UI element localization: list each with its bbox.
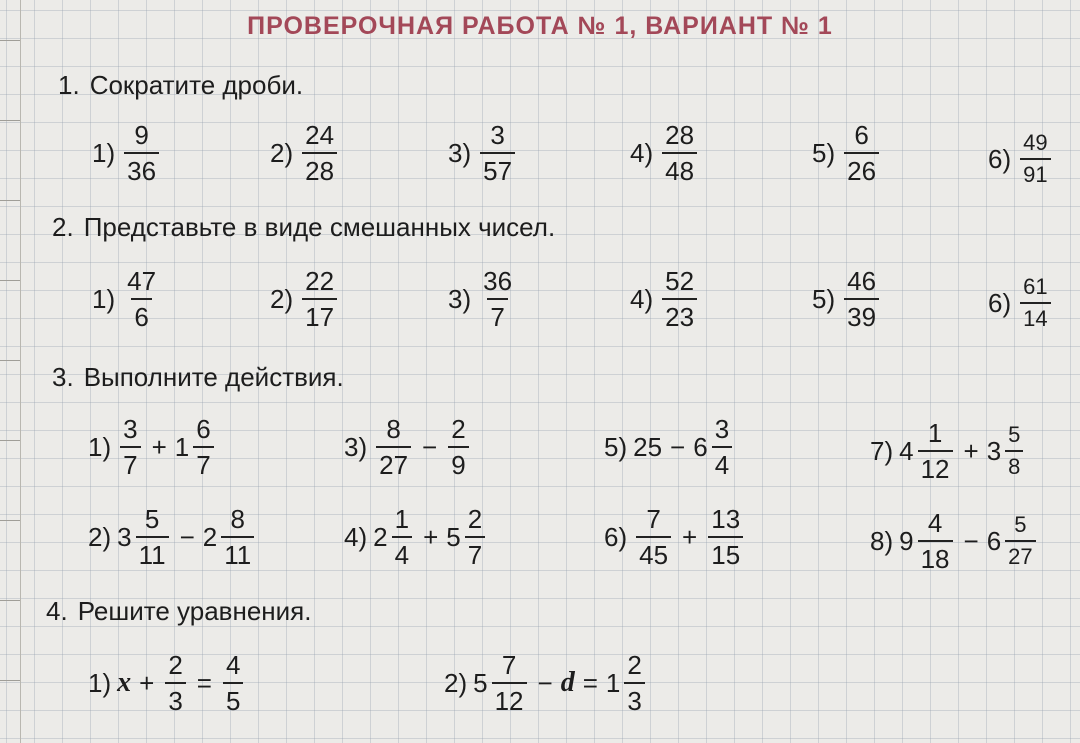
numerator: 4 — [927, 508, 943, 538]
numerator: 5 — [1014, 512, 1027, 537]
denominator: 6 — [131, 298, 151, 330]
task-3-expr-1 — [88, 416, 217, 478]
task-text: Сократите дроби. — [89, 70, 304, 100]
equals-sign: = — [196, 667, 212, 698]
operator: + — [963, 435, 979, 466]
denominator: 14 — [1020, 302, 1050, 330]
numerator: 8 — [386, 414, 401, 444]
margin-tick — [0, 520, 20, 521]
item-label: 1) — [88, 431, 112, 462]
task-2-item-4 — [630, 268, 700, 330]
numerator: 4 — [225, 650, 241, 680]
task-4-equation-2 — [444, 652, 648, 714]
denominator: 7 — [120, 446, 140, 478]
whole-part: 9 — [899, 525, 914, 556]
whole-part: 5 — [473, 667, 488, 698]
fraction — [1005, 424, 1023, 478]
fraction — [376, 416, 411, 478]
item-label: 2) — [270, 283, 294, 314]
numerator: 3 — [123, 414, 138, 444]
whole-part: 4 — [899, 435, 914, 466]
whole-part: 5 — [446, 521, 461, 552]
task-4-heading — [46, 596, 311, 627]
numerator: 22 — [305, 266, 335, 296]
task-text: Решите уравнения. — [77, 596, 312, 626]
item-label: 6) — [988, 287, 1012, 318]
numerator: 5 — [144, 504, 160, 534]
whole-part: 3 — [986, 435, 1002, 466]
fraction — [302, 122, 337, 184]
numerator: 61 — [1023, 274, 1048, 299]
operator: − — [422, 431, 438, 462]
task-3-expr-4 — [344, 506, 488, 568]
margin-tick — [0, 200, 20, 201]
task-1-item-2 — [270, 122, 340, 184]
item-label: 3) — [448, 137, 472, 168]
fraction — [492, 652, 527, 714]
operator: − — [537, 667, 553, 698]
denominator: 36 — [124, 152, 159, 184]
task-number: 4. — [46, 596, 68, 626]
equals-sign: = — [582, 667, 598, 698]
task-1-item-4 — [630, 122, 700, 184]
operator: − — [670, 431, 686, 462]
denominator: 27 — [376, 446, 411, 478]
fraction — [708, 506, 743, 568]
numerator: 5 — [1008, 422, 1021, 447]
task-2-item-2 — [270, 268, 340, 330]
fraction — [392, 506, 412, 568]
numerator: 1 — [927, 418, 943, 448]
numerator: 7 — [501, 650, 517, 680]
fraction — [662, 268, 697, 330]
numerator: 36 — [483, 266, 513, 296]
fraction — [1020, 276, 1050, 330]
variable: x — [117, 667, 132, 698]
item-label: 5) — [604, 431, 628, 462]
fraction — [918, 510, 953, 572]
task-number: 1. — [58, 70, 80, 100]
denominator: 3 — [165, 682, 185, 714]
denominator: 11 — [136, 536, 169, 568]
numerator: 28 — [665, 120, 695, 150]
task-1-heading — [58, 70, 303, 101]
item-label: 4) — [630, 137, 654, 168]
item-label: 1) — [88, 667, 112, 698]
task-text: Представьте в виде смешанных чисел. — [83, 212, 556, 242]
item-label: 5) — [812, 283, 836, 314]
denominator: 12 — [492, 682, 527, 714]
denominator: 27 — [1005, 540, 1035, 568]
fraction — [124, 268, 159, 330]
fraction — [302, 268, 337, 330]
whole-part: 6 — [986, 525, 1002, 556]
task-2-item-1 — [92, 268, 162, 330]
task-text: Выполните действия. — [83, 362, 344, 392]
fraction — [465, 506, 485, 568]
fraction — [223, 652, 243, 714]
variable: d — [560, 667, 575, 698]
whole-part: 1 — [174, 431, 190, 462]
denominator: 91 — [1020, 158, 1050, 186]
numerator: 2 — [467, 504, 483, 534]
denominator: 48 — [662, 152, 697, 184]
fraction — [124, 122, 159, 184]
task-2-item-5 — [812, 268, 882, 330]
denominator: 15 — [708, 536, 743, 568]
fraction — [480, 122, 515, 184]
task-3-heading — [52, 362, 344, 393]
task-3-expr-5 — [604, 416, 735, 478]
item-label: 3) — [448, 283, 472, 314]
task-3-expr-3 — [344, 416, 472, 478]
operator: + — [139, 667, 155, 698]
denominator: 57 — [480, 152, 515, 184]
margin-tick — [0, 440, 20, 441]
whole-part: 6 — [693, 431, 708, 462]
denominator: 7 — [193, 446, 213, 478]
denominator: 9 — [448, 446, 468, 478]
margin-tick — [0, 600, 20, 601]
denominator: 45 — [636, 536, 671, 568]
numerator: 6 — [196, 414, 211, 444]
operator: + — [682, 521, 698, 552]
numerator: 47 — [127, 266, 157, 296]
task-2-item-6 — [988, 276, 1054, 330]
fraction — [1005, 514, 1035, 568]
denominator: 26 — [844, 152, 879, 184]
numerator: 2 — [451, 414, 466, 444]
fraction — [120, 416, 140, 478]
denominator: 4 — [712, 446, 732, 478]
task-number: 3. — [52, 362, 74, 392]
denominator: 12 — [918, 450, 953, 482]
denominator: 39 — [844, 298, 879, 330]
task-2-heading — [52, 212, 555, 243]
margin-line — [20, 0, 21, 743]
item-label: 6) — [988, 143, 1012, 174]
denominator: 18 — [918, 540, 953, 572]
denominator: 4 — [392, 536, 412, 568]
item-label: 2) — [88, 521, 112, 552]
item-label: 8) — [870, 525, 894, 556]
task-1-item-5 — [812, 122, 882, 184]
denominator: 8 — [1005, 450, 1023, 478]
whole-part: 1 — [605, 667, 621, 698]
fraction — [712, 416, 732, 478]
page-title: ПРОВЕРОЧНАЯ РАБОТА № 1, ВАРИАНТ № 1 — [247, 12, 833, 40]
fraction — [136, 506, 169, 568]
margin-tick — [0, 360, 20, 361]
numerator: 52 — [665, 266, 695, 296]
numerator: 2 — [627, 650, 642, 680]
denominator: 28 — [302, 152, 337, 184]
numerator: 9 — [134, 120, 149, 150]
fraction — [844, 268, 879, 330]
numerator: 3 — [714, 414, 730, 444]
denominator: 7 — [487, 298, 507, 330]
fraction — [480, 268, 515, 330]
numerator: 8 — [230, 504, 245, 534]
fraction — [662, 122, 697, 184]
item-label: 6) — [604, 521, 628, 552]
whole-part: 2 — [202, 521, 218, 552]
denominator: 23 — [662, 298, 697, 330]
item-label: 3) — [344, 431, 368, 462]
number: 25 — [633, 431, 663, 462]
task-3-expr-6 — [604, 506, 746, 568]
numerator: 6 — [854, 120, 869, 150]
operator: + — [151, 431, 167, 462]
numerator: 1 — [394, 504, 410, 534]
fraction — [448, 416, 468, 478]
item-label: 4) — [344, 521, 368, 552]
fraction — [1020, 132, 1050, 186]
numerator: 13 — [711, 504, 741, 534]
fraction — [221, 506, 254, 568]
whole-part: 2 — [373, 521, 388, 552]
denominator: 5 — [223, 682, 243, 714]
task-number: 2. — [52, 212, 74, 242]
task-3-expr-7 — [870, 420, 1026, 482]
fraction — [636, 506, 671, 568]
denominator: 7 — [465, 536, 485, 568]
task-2-item-3 — [448, 268, 518, 330]
operator: + — [423, 521, 439, 552]
fraction — [844, 122, 879, 184]
numerator: 3 — [490, 120, 505, 150]
margin-tick — [0, 680, 20, 681]
task-1-item-6 — [988, 132, 1054, 186]
fraction — [624, 652, 644, 714]
task-1-item-1 — [92, 122, 162, 184]
margin-tick — [0, 280, 20, 281]
numerator: 24 — [305, 120, 335, 150]
numerator: 46 — [847, 266, 877, 296]
task-3-expr-2 — [88, 506, 257, 568]
operator: − — [963, 525, 979, 556]
whole-part: 3 — [117, 521, 132, 552]
item-label: 2) — [270, 137, 294, 168]
item-label: 4) — [630, 283, 654, 314]
item-label: 1) — [92, 283, 116, 314]
task-3-expr-8 — [870, 510, 1039, 572]
margin-tick — [0, 120, 20, 121]
fraction — [165, 652, 185, 714]
item-label: 1) — [92, 137, 116, 168]
fraction — [918, 420, 953, 482]
denominator: 11 — [221, 536, 254, 568]
operator: − — [179, 521, 195, 552]
task-1-item-3 — [448, 122, 518, 184]
numerator: 49 — [1023, 130, 1048, 155]
denominator: 17 — [302, 298, 337, 330]
numerator: 7 — [646, 504, 661, 534]
numerator: 2 — [168, 650, 183, 680]
fraction — [193, 416, 213, 478]
task-4-equation-1 — [88, 652, 246, 714]
item-label: 2) — [444, 667, 468, 698]
item-label: 7) — [870, 435, 894, 466]
denominator: 3 — [624, 682, 644, 714]
item-label: 5) — [812, 137, 836, 168]
